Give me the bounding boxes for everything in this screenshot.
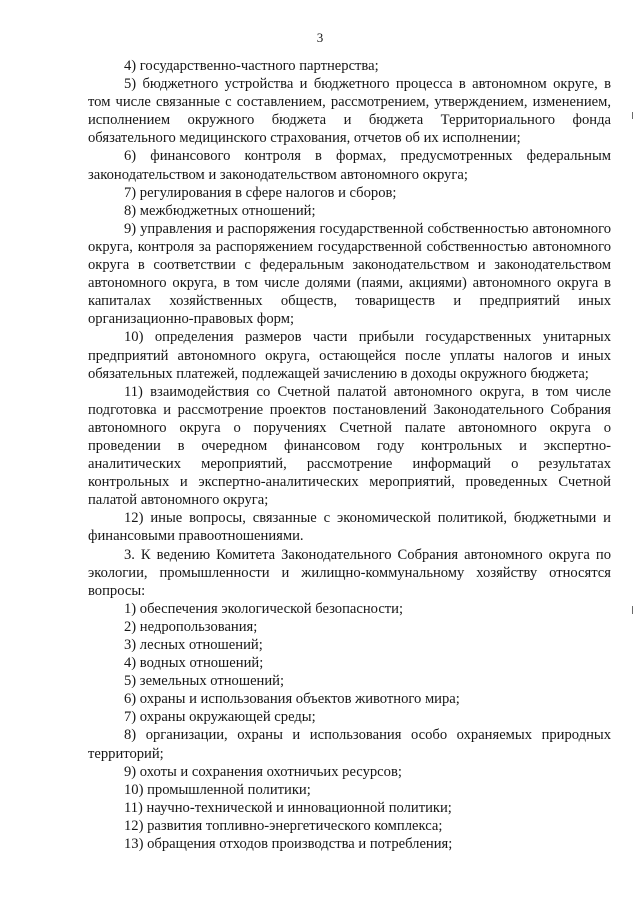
paragraph: 1) обеспечения экологической безопасности; bbox=[124, 600, 404, 617]
paragraph: 9) охоты и сохранения охотничьих ресурсов; bbox=[124, 763, 402, 780]
paragraph: 8) организации, охраны и использования особо охраняемых природных территорий; bbox=[88, 727, 611, 762]
paragraph: 3) лесных отношений; bbox=[124, 637, 263, 653]
scan-edge-mark bbox=[632, 606, 633, 614]
paragraph: 9) управления и распоряжения государственной собственностью автономного округа, контроля за распоряжением государственной собственностью автономного округа в соответствии с федеральным законодательством и законодательством автономного округа, в том числе долями (паями, акциями) автономного округа в капиталах хозяйственных обществ, товариществ и предприятий иных организационно-правовых форм; bbox=[88, 220, 611, 328]
paragraph: 3. К ведению Комитета Законодательного Собрания автономного округа по экологии, промышленности и жилищно-коммунальному хозяйству относятся вопросы: bbox=[88, 546, 611, 599]
paragraph: 10) определения размеров части прибыли государственных унитарных предприятий автономного округа, остающейся после уплаты налогов и иных обязательных платежей, подлежащей зачислению в доходы окружного бюджета; bbox=[88, 329, 611, 382]
paragraph: 4) водных отношений; bbox=[124, 655, 264, 672]
paragraph: 13) обращения отходов производства и потребления; bbox=[124, 836, 453, 853]
paragraph: 7) регулирования в сфере налогов и сборов; bbox=[124, 184, 397, 201]
paragraph: 5) земельных отношений; bbox=[124, 673, 285, 690]
document-body bbox=[88, 57, 611, 853]
paragraph: 10) промышленной политики; bbox=[124, 781, 311, 798]
paragraph: 6) финансового контроля в формах, предусмотренных федеральным законодательством и законодательством автономного округа; bbox=[88, 148, 611, 183]
page-number: 3 bbox=[316, 30, 324, 45]
paragraph: 7) охраны окружающей среды; bbox=[124, 709, 316, 726]
scan-edge-mark bbox=[632, 112, 633, 119]
paragraph: 12) развития топливно-энергетического комплекса; bbox=[124, 817, 443, 834]
paragraph: 6) охраны и использования объектов животного мира; bbox=[124, 691, 460, 708]
paragraph: 11) взаимодействия со Счетной палатой автономного округа, в том числе подготовка и рассмотрение проектов постановлений Законодательного Собрания автономного округа о поручениях Счетной палате автономного округа о проведении в очередном финансовом году контрольных и экспертно-аналитических мероприятий, рассмотрение информаций о результатах контрольных и экспертно-аналитических мероприятий, проведенных Счетной палатой автономного округа; bbox=[88, 383, 611, 509]
paragraph: 4) государственно-частного партнерства; bbox=[124, 58, 379, 74]
paragraph: 2) недропользования; bbox=[124, 618, 258, 635]
paragraph: 12) иные вопросы, связанные с экономической политикой, бюджетными и финансовыми правоотношениями. bbox=[88, 510, 611, 545]
paragraph: 5) бюджетного устройства и бюджетного процесса в автономном округе, в том числе связанные с составлением, рассмотрением, утверждением, изменением, исполнением окружного бюджета и бюджета Территориального фонда обязательного медицинского страхования, отчетов об их исполнении; bbox=[88, 76, 611, 147]
paragraph: 8) межбюджетных отношений; bbox=[124, 202, 316, 219]
paragraph: 11) научно-технической и инновационной политики; bbox=[124, 799, 452, 816]
